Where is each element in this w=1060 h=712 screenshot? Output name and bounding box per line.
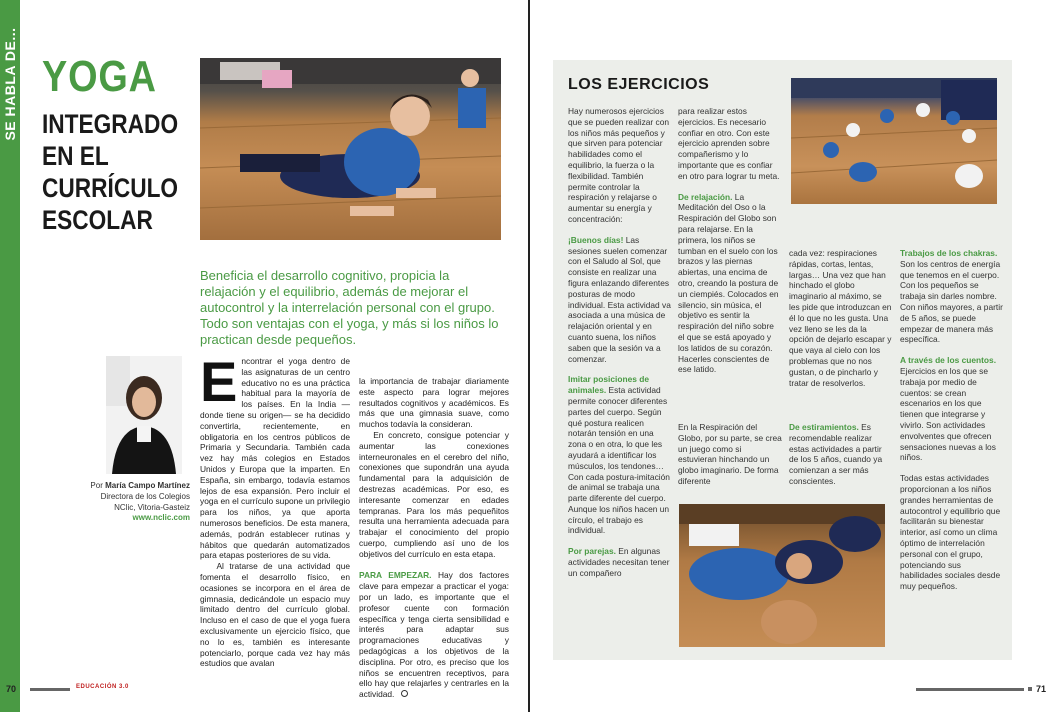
exercises-column-1: [568, 106, 672, 589]
footer-rule-left: [30, 688, 70, 691]
photo-child-cobra-pose: [200, 58, 501, 240]
exercise-parejas-text: En algunas actividades necesitan tener un compañero: [568, 546, 670, 578]
footer-magazine-name: EDUCACIÓN 3.0: [76, 684, 129, 690]
article-column-1: [200, 350, 351, 669]
section-tab-label: SE HABLA DE...: [2, 27, 18, 141]
children-resting-illustration: [679, 504, 885, 647]
author-website-link[interactable]: www.nclic.com: [132, 513, 190, 522]
column-2-paragraph-1: la importancia de trabajar diariamente este aspecto para lograr mejores resultados cognitivos y académicos. Es más que una gimnasia suave, como muchos todavía la consideran.: [359, 376, 509, 430]
end-of-article-icon: [401, 690, 408, 697]
exercise-estiramientos: [789, 422, 893, 487]
column-1-paragraph-1: ncontrar el yoga dentro de las asignaturas de un centro educativo no es una práctica habitual para la mayoría de los países. En la India —donde tiene su origen— se ha decidido convertirla, recientemente, en obligatoria en los centros públicos de Primaria y Secundaria. También cada vez hay más colegios en Estados Unidos y Europa que la imparten. En España, sin embargo, todavía estamos lejos de esa expansión. Pero incluir el yoga en el currículo supone un privilegio para los niños, ya que aporta numerosos beneficios. De esta manera, además, podrán establecer rutinas y hábitos que quedarán automatizados para etapas posteriores de su vida.: [200, 356, 350, 561]
exercises-column-4: [900, 248, 1004, 602]
exercise-cuentos-text: Ejercicios en los que se trabaja por medio de cuentos: se crean escenarios en los que tienen que integrarse y vivirlo. Son actividades envolventes que ofrecen sensaciones nuevas a los niños.: [900, 365, 996, 463]
article-title-main: YOGA: [42, 52, 157, 101]
article-column-2: [359, 376, 509, 700]
photo-class-circle: [791, 78, 997, 204]
exercise-chakras: [900, 248, 1004, 345]
exercise-parejas: [568, 546, 672, 578]
footer-rule-right: [916, 688, 1024, 691]
exercises-column-2: [678, 106, 782, 385]
author-by-label: Por: [90, 481, 103, 490]
page-number-left: 70: [6, 684, 17, 694]
exercise-chakras-head: Trabajos de los chakras.: [900, 248, 998, 258]
exercises-col2-top: para realizar estos ejercicios. Es necesario confiar en otro. Con este ejercicio aprenden sobre compañerismo y lo importante que es confiar en otro para lograr tu meta.: [678, 106, 780, 181]
author-portrait: [106, 356, 182, 474]
exercises-col2-bottom: En la Respiración del Globo, por su parte, se crea un juego como si estuvieran hinchando un globo imaginario. De forma diferente: [678, 422, 782, 486]
exercise-cuentos-head: A través de los cuentos.: [900, 355, 997, 366]
exercise-parejas-head: Por parejas.: [568, 546, 616, 557]
exercise-estiramientos-text: Es recomendable realizar estas actividades a partir de los 5 años, cuando ya comienzan a ser más conscientes.: [789, 422, 883, 486]
exercises-column-3-bottom: [789, 422, 893, 497]
exercises-col3-text: cada vez: respiraciones rápidas, cortas, lentas, largas… Una vez que han hinchado el globo imaginario al máximo, se les pide que introduzcan en él lo que no les gusta. Una vez lleno se les da la opción de dejarlo escapar y que vaya al cielo con los problemas que no nos gustan, o de pincharlo y tratar de resolverlos.: [789, 248, 892, 388]
exercises-column-2-bottom: [678, 422, 782, 497]
author-photo: [106, 356, 182, 474]
exercises-closing: Todas estas actividades proporcionan a los niños grandes herramientas de autocontrol y equilibrio que facilitarán su bienestar interior, así como un clima óptimo de interrelación personal con el grupo, potenciando sus habilidades sociales desde muy pequeños.: [900, 473, 1001, 592]
exercise-relajacion-head: De relajación.: [678, 191, 733, 202]
exercise-imitar-head: Imitar posiciones de animales.: [568, 374, 649, 396]
class-circle-illustration: [791, 78, 997, 204]
exercise-relajacion-text: La Meditación del Oso o la Respiración del Globo son para relajarse. En la primera, los niños se tumban en el suelo con los brazos y las piernas abiertas, una encima de otro, creando la postura de un ciempiés. Colocados en silencio, sin música, el objetivo es sentir la respiración del niño sobre el que se está apoyado y los latidos de su corazón. Hacerles conscientes de ese latido.: [678, 191, 779, 375]
author-name: María Campo Martínez: [105, 481, 190, 490]
column-2-paragraph-3: Hay dos factores clave para empezar a practicar el yoga: por un lado, es importante que el profesor cuente con formación específica y tenga cierta sensibilidad e interés para adaptar sus programaciones educativas y pedagógicas a los objetivos de la disciplina. Por otro, es preciso que los niños se encuentren receptivos, para ello hay que relajarles y centrarles en la actividad.: [359, 570, 510, 700]
page-number-right: 71: [1036, 684, 1047, 694]
child-cobra-pose-illustration: [200, 58, 501, 240]
article-title-sub: INTEGRADO EN EL CURRÍCULO ESCOLAR: [42, 109, 179, 235]
exercise-buenos-dias-head: ¡Buenos días!: [568, 234, 624, 245]
author-byline: [80, 480, 190, 513]
dropcap: E: [200, 350, 238, 413]
author-role: Directora de los Colegios NClic, Vitoria-Gasteiz: [100, 492, 190, 512]
exercise-imitar: [568, 374, 672, 536]
exercise-relajacion: [678, 192, 782, 376]
exercises-column-3: [789, 248, 893, 398]
photo-children-resting: [679, 504, 885, 647]
exercise-chakras-text: Son los centros de energía que tenemos en el cuerpo. Con los pequeños se trabaja sin darles nombre. Con niños mayores, a partir de 5 años, se puede empezar de manera más específica.: [900, 258, 1003, 345]
article-lead: Beneficia el desarrollo cognitivo, propicia la relajación y el equilibrio, además de mejorar el autocontrol y la interrelación personal con el grupo. Todo son ventajas con el yoga, y más si los niños lo practican desde pequeños.: [200, 268, 499, 347]
exercise-cuentos: [900, 355, 1004, 463]
exercise-imitar-text: Esta actividad permite conocer diferentes partes del cuerpo. Según qué postura realicen notarán tensión en una zona o en otra, lo que les ayudará a identificar los músculos, los tendones… Con cada postura-imitación de animal se trabaja una parte diferente del cuerpo. Aunque los niños hacen un círculo, el trabajo es individual.: [568, 385, 670, 536]
footer-dot-right: [1028, 687, 1032, 691]
exercises-intro: Hay numerosos ejercicios que se pueden realizar con los niños más pequeños y que sirven para potenciar habilidades como el equilibrio, la fuerza o la flexibilidad. También permite controlar la respiración y relajarse o aumentar su energía y concentración:: [568, 106, 670, 224]
exercise-estiramientos-head: De estiramientos.: [789, 422, 859, 432]
column-2-paragraph-2: En concreto, consigue potenciar y aumentar las conexiones interneuronales en el cerebro del niño, conexiones que supondrán una ayuda fundamental para la adquisición de destrezas académicas. Por eso, es interesante comenzar en edades tempranas. Para los más pequeñitos resulta una herramienta adecuada para trabajar el conocimiento del propio cuerpo, cumpliendo así uno de los objetivos del currículo en esta etapa.: [359, 429, 509, 559]
subhead-para-empezar: PARA EMPEZAR.: [359, 570, 432, 581]
spread-divider: [528, 0, 530, 712]
exercises-panel-title: LOS EJERCICIOS: [568, 76, 710, 93]
section-tab: [0, 0, 20, 712]
exercise-buenos-dias-text: Las sesiones suelen comenzar con el Saludo al Sol, que consiste en realizar una figura enlazando diferentes posturas de modo individual. Esta actividad va asociada a una música de relajación oriental y en cuanto suena, los niños saben que la sesión va a comenzar.: [568, 234, 671, 364]
exercise-buenos-dias: [568, 235, 672, 365]
column-1-paragraph-2: Al tratarse de una actividad que fomenta el desarrollo físico, en ocasiones se incorpora en el área de gimnasia, dedicándole un espacio muy limitado dentro del currículo global. Incluso en el caso de que el yoga fuera exclusivamente un ejercicio físico, que no lo es, también es interesante potenciarlo, porque cada vez hay más estudios que avalan: [200, 561, 351, 669]
